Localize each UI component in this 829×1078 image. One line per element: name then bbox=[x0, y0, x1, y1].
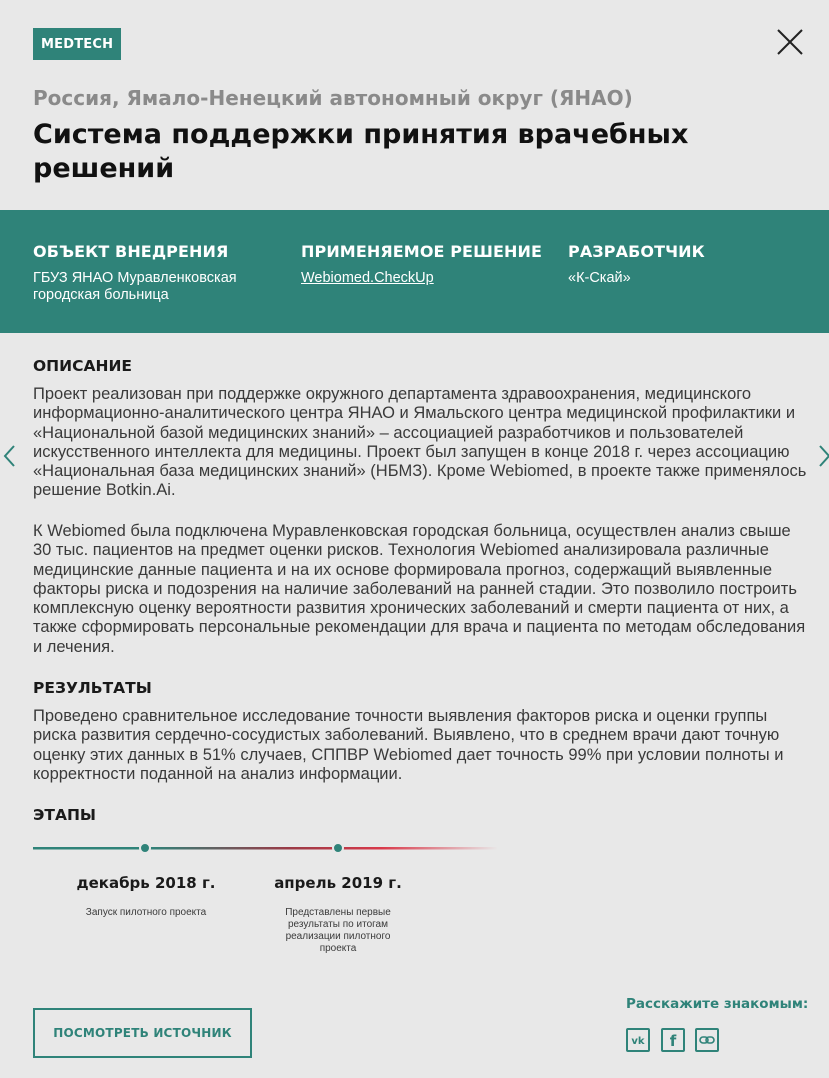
stage-1-desc: Запуск пилотного проекта bbox=[85, 907, 207, 918]
vk-icon[interactable] bbox=[626, 1028, 650, 1052]
solution-link[interactable]: Webiomed.CheckUp bbox=[301, 270, 434, 286]
description-heading: ОПИСАНИЕ bbox=[33, 357, 133, 375]
view-source-button[interactable]: ПОСМОТРЕТЬ ИСТОЧНИК bbox=[33, 1008, 252, 1058]
close-icon[interactable] bbox=[776, 28, 804, 56]
timeline-point-2 bbox=[333, 843, 343, 853]
results-heading: РЕЗУЛЬТАТЫ bbox=[33, 679, 152, 697]
prev-arrow-icon[interactable] bbox=[2, 444, 16, 468]
page-title: Система поддержки принятия врачебных решений bbox=[33, 119, 689, 184]
description-paragraph-2: К Webiomed была подключена Муравленковская городская больница, осуществлен анализ свыше 30 тыс. пациентов на предмет оценки рисков. Технология Webiomed анализировала различные медицинские данные пациента и на их основе формировала прогноз, содержащий выявленные факторы риска и подозрения на наличие заболеваний на ранней стадии. Это позволило построить комплексную оценку вероятности развития хронических заболеваний и смерти пациента от них, а также сформировать персональные рекомендации для врача и пациента по методам обследования и лечения. bbox=[33, 522, 806, 656]
region-subtitle: Россия, Ямало-Ненецкий автономный округ (ЯНАО) bbox=[33, 86, 633, 110]
results-paragraph: Проведено сравнительное исследование точности выявления факторов риска и оценки группы риска развития сердечно-сосудистых заболеваний. Выявлено, что в среднем врачи дают точную оценку этих данных в 51% случаев, СППВР Webiomed дает точность 99% при условии полноты и корректности поданной на анализ информации. bbox=[33, 707, 784, 783]
info-developer-value: «К-Скай» bbox=[568, 270, 631, 286]
category-tag: MEDTECH bbox=[33, 28, 121, 60]
info-solution bbox=[301, 242, 551, 287]
svg-text:f: f bbox=[669, 1032, 677, 1048]
next-arrow-icon[interactable] bbox=[817, 444, 829, 468]
info-developer bbox=[568, 242, 808, 287]
svg-text:vk: vk bbox=[631, 1036, 645, 1045]
timeline-point-1 bbox=[140, 843, 150, 853]
link-icon[interactable] bbox=[695, 1028, 719, 1052]
stage-1-date: декабрь 2018 г. bbox=[76, 874, 216, 892]
timeline-line bbox=[33, 847, 498, 850]
description-paragraph-1: Проект реализован при поддержке окружного департамента здравоохранения, медицинского информационно-аналитического центра ЯНАО и Ямальского центра медицинской профилактики и «Национальной базой медицинских знаний» – ассоциацией разработчиков и пользователей искусственного интеллекта для медицины. Проект был запущен в конце 2018 г. через ассоциацию «Национальная база медицинских знаний» (НБМЗ). Кроме Webiomed, в проекте также применялось решение Botkin.Ai. bbox=[33, 385, 807, 500]
info-band bbox=[0, 210, 829, 333]
stages-heading: ЭТАПЫ bbox=[33, 806, 96, 824]
stage-2-desc: Представлены первые результаты по итогам реализации пилотного проекта bbox=[285, 907, 391, 954]
info-object-value: ГБУЗ ЯНАО Муравленковская городская больница bbox=[33, 270, 237, 303]
stages-timeline bbox=[33, 840, 498, 856]
info-object bbox=[33, 242, 273, 304]
info-solution-heading: ПРИМЕНЯЕМОЕ РЕШЕНИЕ bbox=[301, 242, 542, 261]
info-developer-heading: РАЗРАБОТЧИК bbox=[568, 242, 705, 261]
stage-2-date: апрель 2019 г. bbox=[274, 874, 402, 892]
share-label: Расскажите знакомым: bbox=[626, 996, 809, 1012]
info-object-heading: ОБЪЕКТ ВНЕДРЕНИЯ bbox=[33, 242, 229, 261]
facebook-icon[interactable] bbox=[661, 1028, 685, 1052]
